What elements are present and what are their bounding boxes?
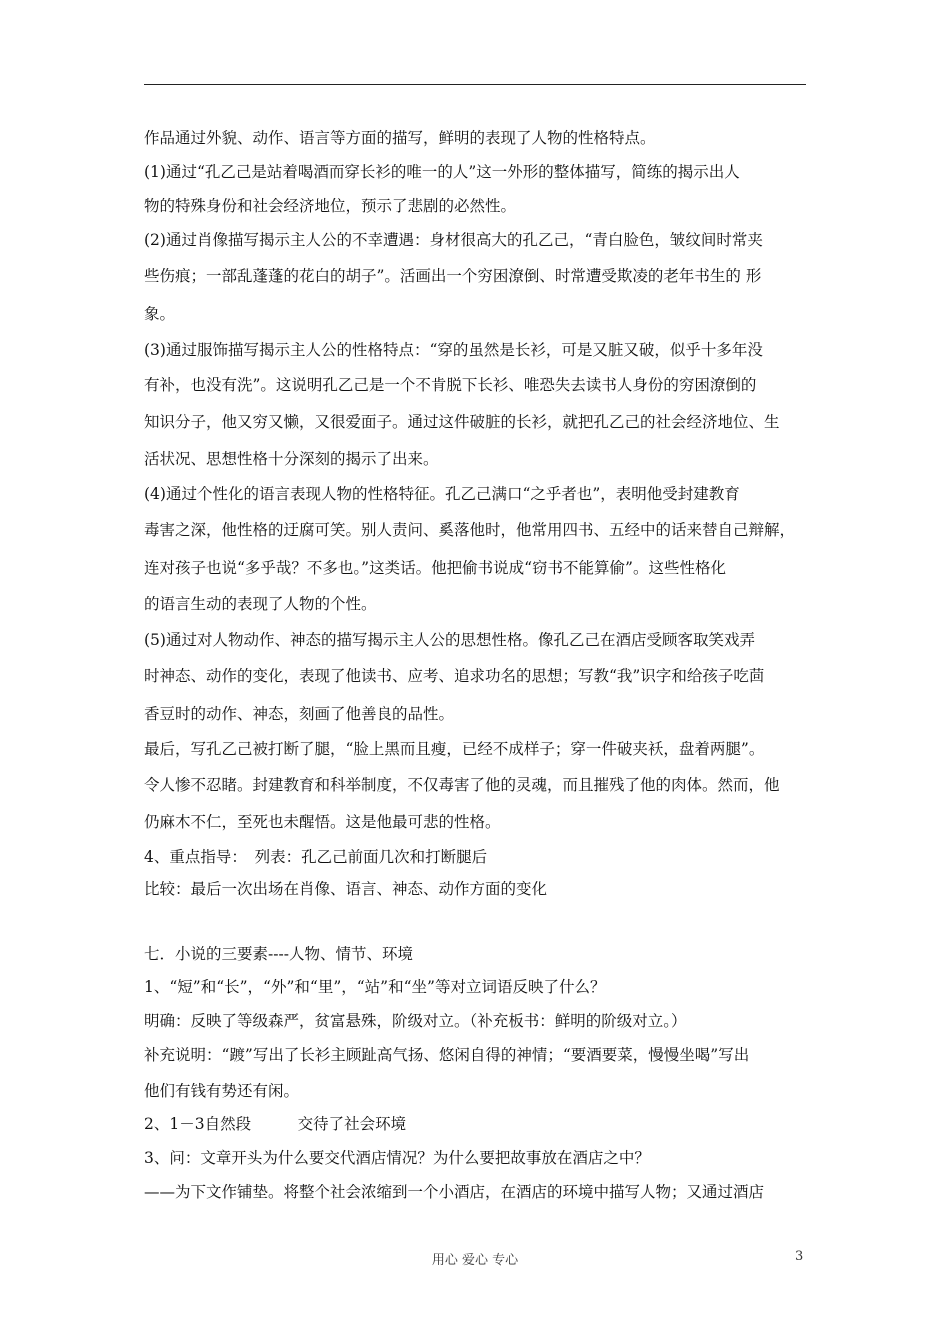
text-line: (2)通过肖像描写揭示主人公的不幸遭遇：身材很高大的孔乙己，“青白脸色，皱纹间时常夹	[144, 231, 763, 249]
text-line: 明确：反映了等级森严，贫富悬殊，阶级对立。（补充板书：鲜明的阶级对立。）	[144, 1012, 687, 1030]
text-line: 比较：最后一次出场在肖像、语言、神态、动作方面的变化	[144, 880, 548, 898]
text-line: (3)通过服饰描写揭示主人公的性格特点：“穿的虽然是长衫，可是又脏又破，似乎十多年没	[144, 341, 763, 359]
text-line: 有补，也没有洗”。这说明孔乙己是一个不肯脱下长衫、唯恐失去读书人身份的穷困潦倒的	[144, 376, 757, 394]
text-line: 他们有钱有势还有闲。	[144, 1082, 300, 1100]
text-line: 补充说明：“踱”写出了长衫主顾趾高气扬、悠闲自得的神情；“要酒要菜，慢慢坐喝”写出	[144, 1046, 750, 1064]
text-line: (5)通过对人物动作、神态的描写揭示主人公的思想性格。像孔乙己在酒店受顾客取笑戏弄	[144, 631, 755, 649]
text-line: 连对孩子也说“多乎哉？不多也。”这类话。他把偷书说成“窃书不能算偷”。这些性格化	[144, 559, 726, 577]
text-line: 仍麻木不仁，至死也未醒悟。这是他最可悲的性格。	[144, 813, 501, 831]
text-line: 时神态、动作的变化，表现了他读书、应考、追求功名的思想；写教“我”识字和给孩子吃茴	[144, 667, 765, 685]
text-line: 3、问：文章开头为什么要交代酒店情况？为什么要把故事放在酒店之中？	[144, 1149, 650, 1167]
text-line: 毒害之深，他性格的迂腐可笑。别人责问、奚落他时，他常用四书、五经中的话来替自己辩解，	[144, 521, 796, 539]
text-line: 象。	[144, 305, 176, 323]
text-line: 知识分子，他又穷又懒，又很爱面子。通过这件破脏的长衫，就把孔乙己的社会经济地位、生	[144, 413, 780, 431]
text-line: 物的特殊身份和社会经济地位，预示了悲剧的必然性。	[144, 197, 517, 215]
text-line: 作品通过外貌、动作、语言等方面的描写，鲜明的表现了人物的性格特点。	[144, 129, 656, 147]
text-line: 1、“短”和“长”，“外”和“里”，“站”和“坐”等对立词语反映了什么？	[144, 978, 606, 996]
text-line: 些伤痕；一部乱蓬蓬的花白的胡子”。活画出一个穷困潦倒、时常遭受欺凌的老年书生的 形	[144, 267, 762, 285]
text-line: 令人惨不忍睹。封建教育和科举制度，不仅毒害了他的灵魂，而且摧残了他的肉体。然而，他	[144, 776, 780, 794]
page-footer: 用心 爱心 专心	[431, 1253, 519, 1268]
text-line: 活状况、思想性格十分深刻的揭示了出来。	[144, 450, 439, 468]
text-line: 2、1－3自然段 交待了社会环境	[144, 1115, 407, 1133]
text-line: 最后，写孔乙己被打断了腿，“脸上黑而且瘦，已经不成样子；穿一件破夹袄，盘着两腿”。	[144, 740, 765, 758]
text-line: 香豆时的动作、神态，刻画了他善良的品性。	[144, 705, 455, 723]
text-line: (1)通过“孔乙己是站着喝酒而穿长衫的唯一的人”这一外形的整体描写，简练的揭示出人	[144, 163, 740, 181]
section-heading: 七．小说的三要素----人物、情节、环境	[144, 945, 413, 963]
text-line: 4、重点指导： 列表：孔乙己前面几次和打断腿后	[144, 848, 488, 866]
text-line: 的语言生动的表现了人物的个性。	[144, 595, 377, 613]
text-line: ——为下文作铺垫。将整个社会浓缩到一个小酒店，在酒店的环境中描写人物；又通过酒店	[144, 1183, 765, 1201]
header-rule	[144, 84, 806, 85]
page-number: 3	[795, 1249, 804, 1264]
text-line: (4)通过个性化的语言表现人物的性格特征。孔乙己满口“之乎者也”，表明他受封建教育	[144, 485, 740, 503]
